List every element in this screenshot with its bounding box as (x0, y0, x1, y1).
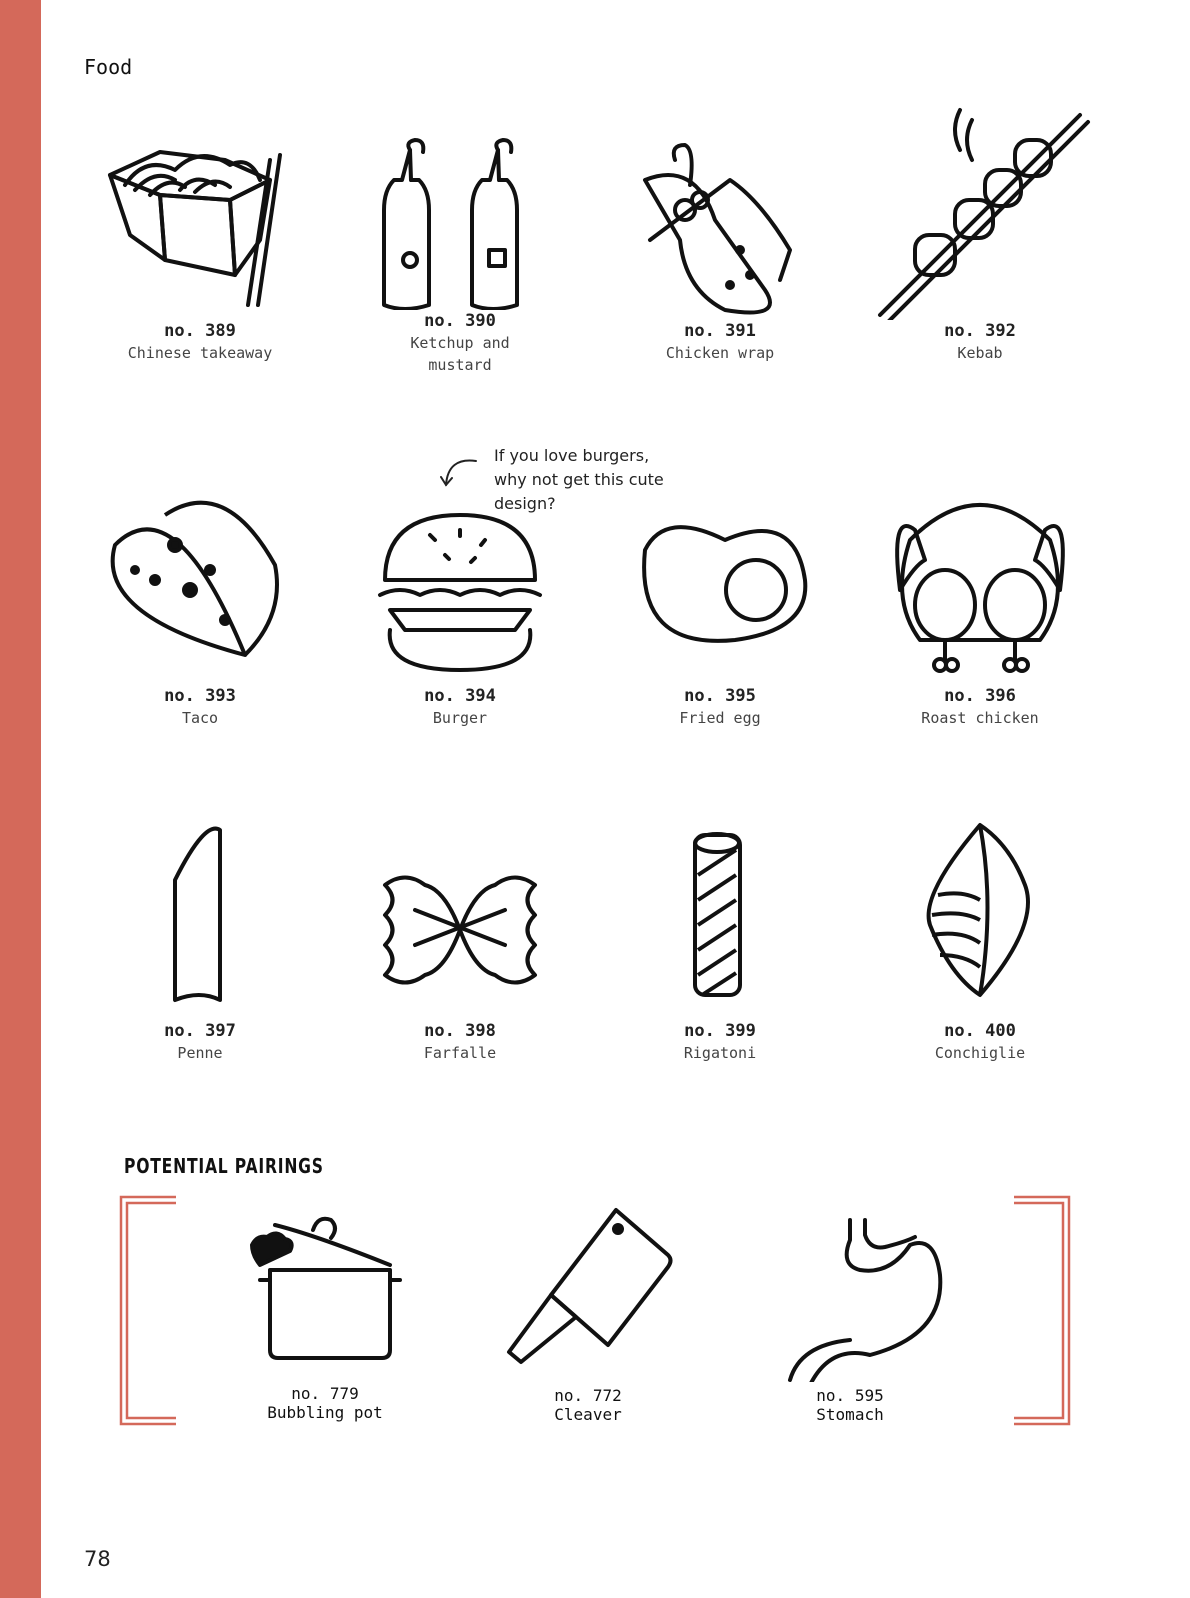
item-number: no. 394 (424, 686, 496, 706)
item-398 (340, 815, 580, 1064)
item-name: Burger (432, 709, 488, 727)
item-name: Fried egg (679, 709, 761, 727)
item-name: Taco (181, 709, 219, 727)
section-title: Food (84, 55, 133, 79)
item-name: Chicken wrap (665, 344, 775, 362)
pairing-name: Stomach (816, 1405, 884, 1424)
item-name: Roast chicken (921, 709, 1039, 727)
item-393 (80, 480, 320, 729)
item-number: no. 400 (944, 1021, 1016, 1041)
pairing-number: no. 779 (291, 1384, 359, 1403)
item-number: no. 391 (684, 321, 756, 341)
page-spine-bar (0, 0, 41, 1598)
pairing-779 (205, 1205, 445, 1422)
left-bracket (118, 1195, 178, 1427)
item-390 (340, 100, 580, 376)
item-name: Kebab (957, 344, 1003, 362)
roast-chicken-icon (860, 480, 1100, 685)
item-number: no. 390 (424, 311, 496, 331)
item-number: no. 392 (944, 321, 1016, 341)
item-397 (80, 815, 320, 1064)
item-number: no. 389 (164, 321, 236, 341)
item-395 (600, 480, 840, 729)
farfalle-icon (340, 815, 580, 1020)
item-394 (340, 480, 580, 729)
item-number: no. 393 (164, 686, 236, 706)
taco-icon (80, 480, 320, 685)
pairings-heading: POTENTIAL PAIRINGS (124, 1154, 324, 1178)
pairing-number: no. 772 (554, 1386, 622, 1405)
cleaver-icon (468, 1205, 708, 1382)
pairing-number: no. 595 (816, 1386, 884, 1405)
burger-icon (340, 480, 580, 685)
conchiglie-icon (860, 815, 1100, 1020)
item-391 (600, 100, 840, 364)
wrap-icon (600, 100, 840, 320)
penne-icon (80, 815, 320, 1020)
item-400 (860, 815, 1100, 1064)
item-name: Rigatoni (683, 1044, 757, 1062)
pot-icon (205, 1205, 445, 1380)
page-number: 78 (84, 1547, 111, 1571)
item-392 (860, 100, 1100, 364)
fried-egg-icon (600, 480, 840, 685)
item-number: no. 398 (424, 1021, 496, 1041)
item-396 (860, 480, 1100, 729)
takeaway-box-icon (80, 100, 320, 320)
item-399 (600, 815, 840, 1064)
annotation-note: If you love burgers, why not get this cute design? (494, 446, 664, 513)
item-name: Ketchup and mustard (410, 334, 510, 374)
pairing-name: Bubbling pot (267, 1403, 383, 1422)
condiment-bottles-icon (340, 100, 580, 310)
item-number: no. 397 (164, 1021, 236, 1041)
pairing-772 (468, 1205, 708, 1424)
item-name: Chinese takeaway (127, 344, 273, 362)
item-number: no. 399 (684, 1021, 756, 1041)
stomach-icon (730, 1205, 970, 1382)
item-number: no. 395 (684, 686, 756, 706)
item-389 (80, 100, 320, 364)
item-name: Conchiglie (934, 1044, 1026, 1062)
pairing-name: Cleaver (554, 1405, 622, 1424)
item-name: Penne (177, 1044, 223, 1062)
rigatoni-icon (600, 815, 840, 1020)
kebab-icon (860, 100, 1100, 320)
pairing-595 (730, 1205, 970, 1424)
item-name: Farfalle (423, 1044, 497, 1062)
right-bracket (1012, 1195, 1072, 1427)
item-number: no. 396 (944, 686, 1016, 706)
